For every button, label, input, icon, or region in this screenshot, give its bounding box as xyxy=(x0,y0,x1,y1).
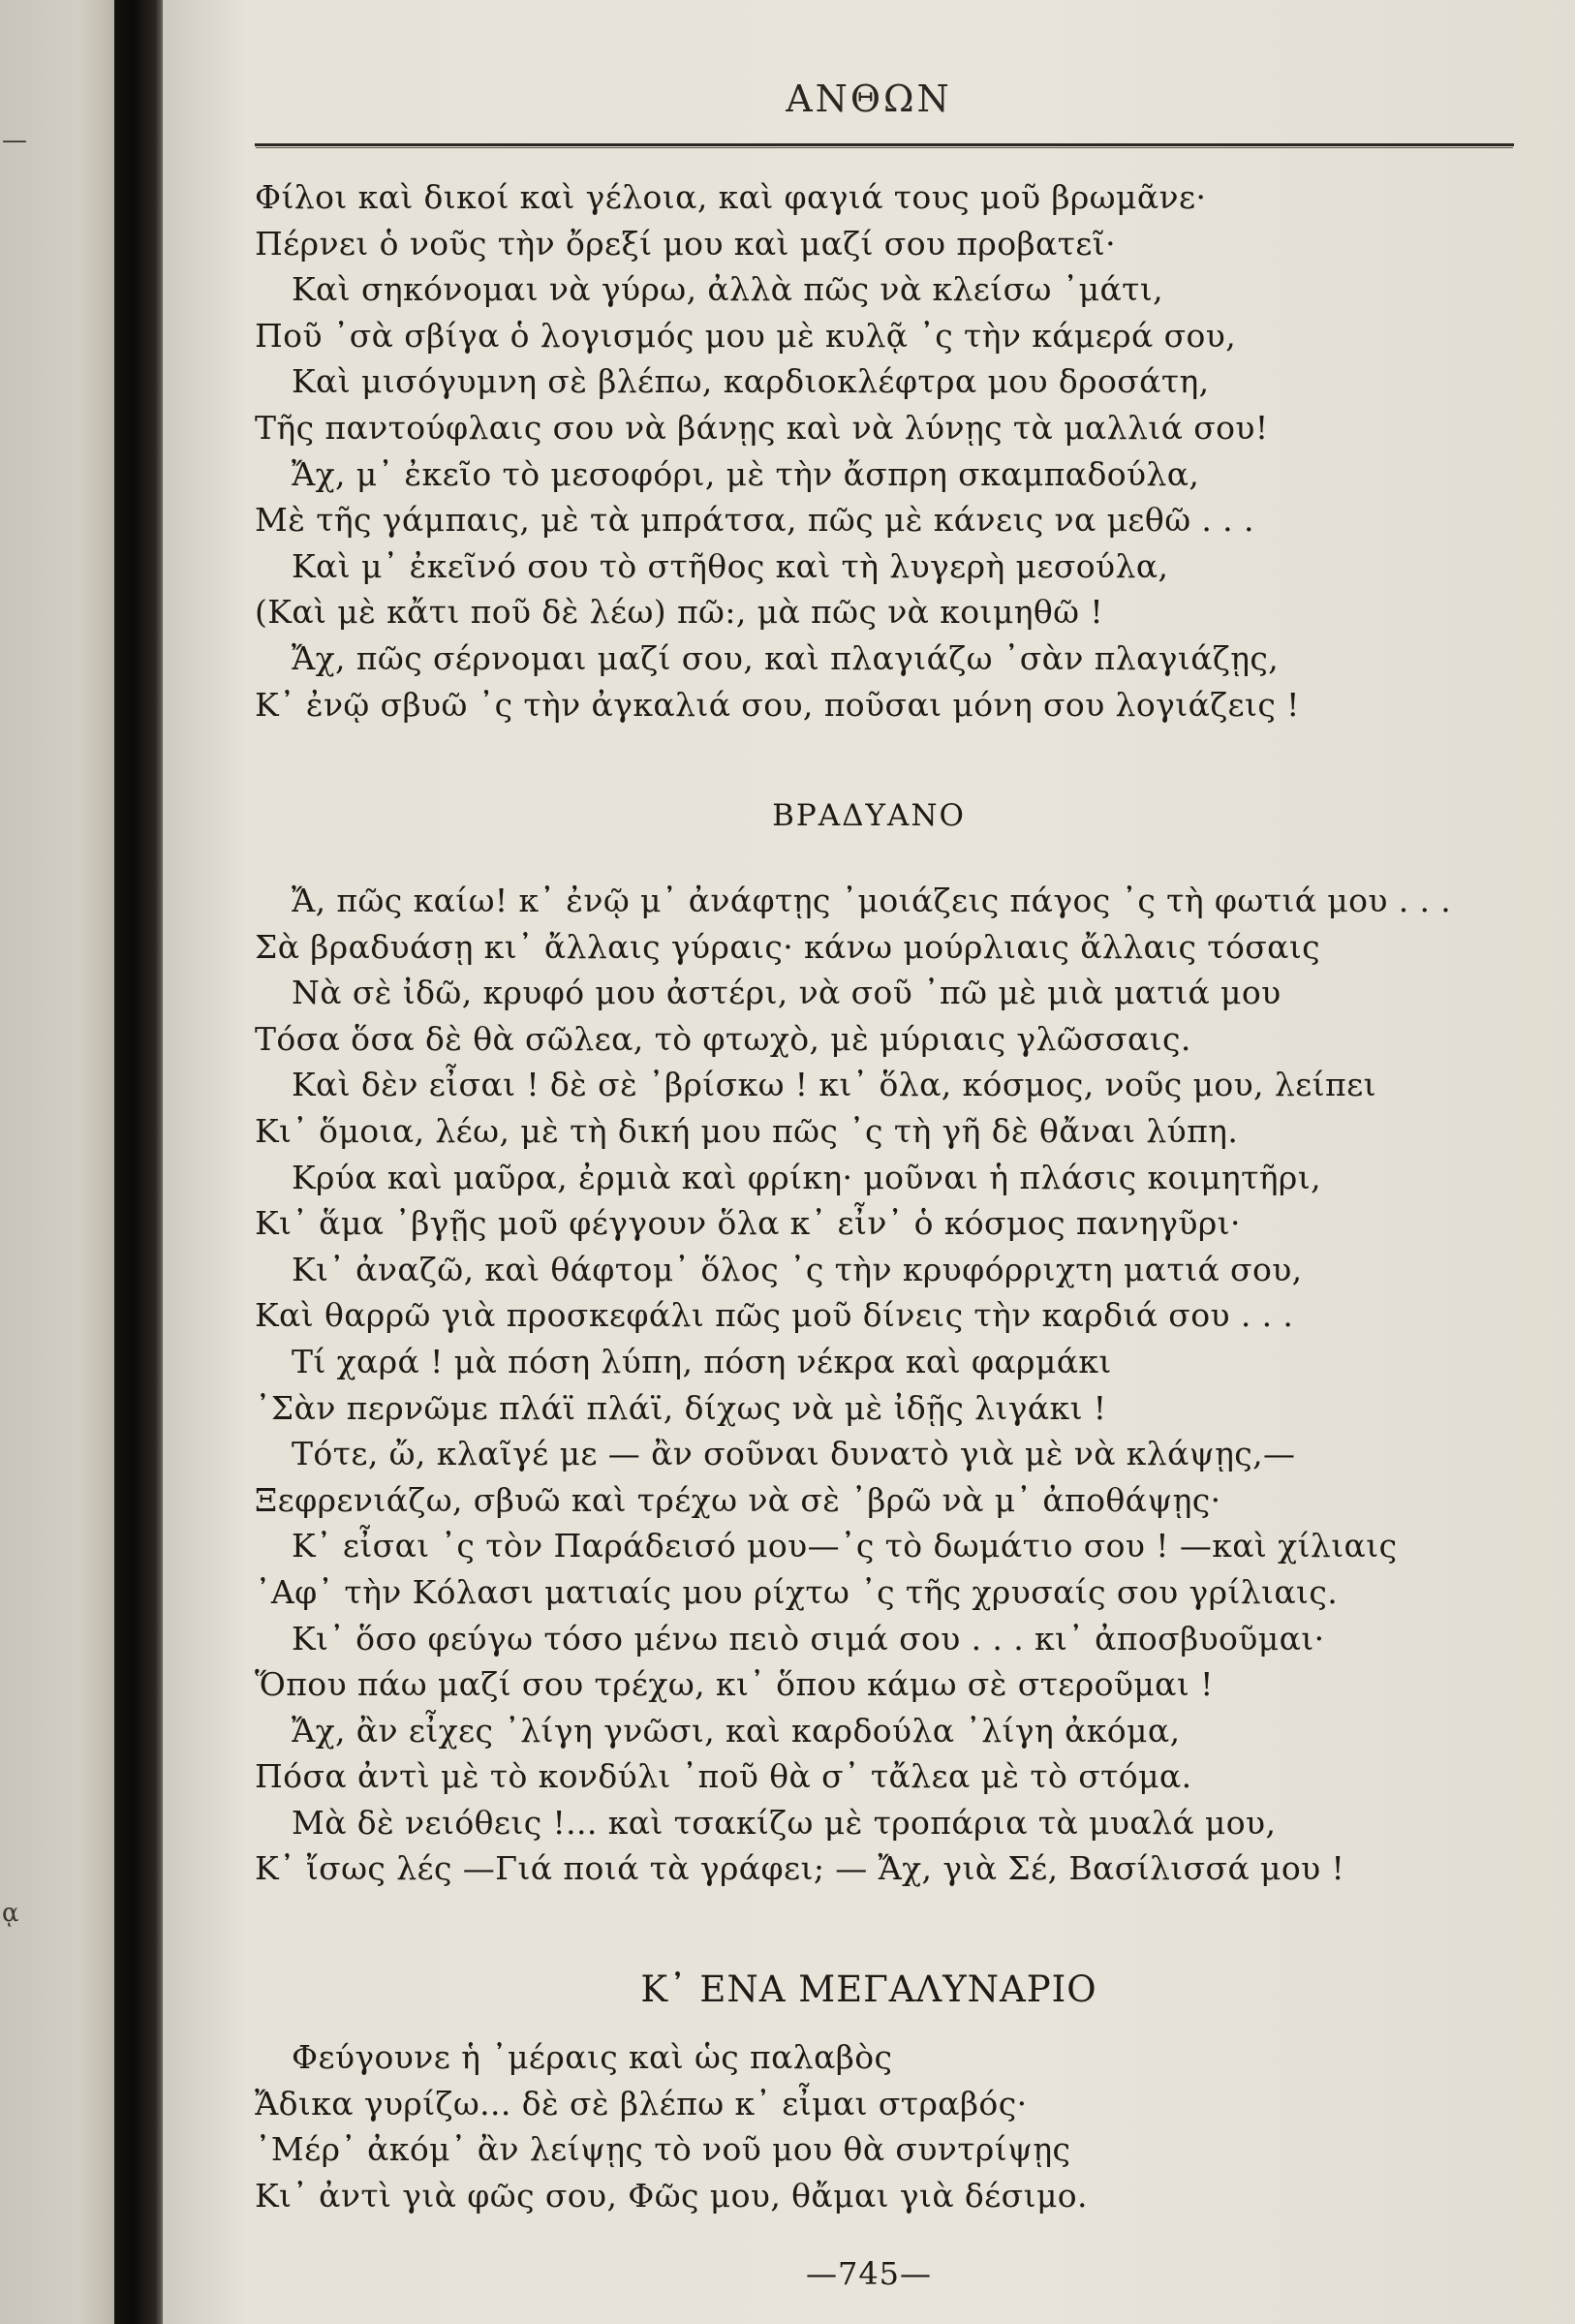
verse-line: Μὰ δὲ νειόθεις !... καὶ τσακίζω μὲ τροπάρια τὰ μυαλά μου, xyxy=(292,1803,1277,1842)
verse-line: Τί χαρά ! μὰ πόση λύπη, πόση νέκρα καὶ φαρμάκι xyxy=(292,1342,1112,1380)
verse-line: Κ᾿ ἐνῷ σβυῶ ᾿ς τὴν ἀγκαλιά σου, ποῦσαι μόνη σου λογιάζεις ! xyxy=(255,685,1300,724)
verse-line: Φίλοι καὶ δικοί καὶ γέλοια, καὶ φαγιά τους μοῦ βρωμᾶνε· xyxy=(255,178,1207,216)
verse-line: Φεύγουνε ἡ ᾿μέραις καὶ ὡς παλαβὸς xyxy=(292,2038,893,2076)
verse-line: Καὶ μ᾿ ἐκεῖνό σου τὸ στῆθος καὶ τὴ λυγερὴ μεσούλα, xyxy=(292,546,1169,585)
verse-line: (Καὶ μὲ κἄτι ποῦ δὲ λέω) πῶ:, μὰ πῶς νὰ κοιμηθῶ ! xyxy=(255,593,1104,632)
poem-stanza-1 xyxy=(255,174,1562,728)
verse-line: Ἄδικα γυρίζω... δὲ σὲ βλέπω κ᾿ εἶμαι στραβός· xyxy=(255,2084,1028,2123)
verse-line: Σὰ βραδυάσῃ κι᾿ ἄλλαις γύραις· κάνω μούρλιαις ἄλλαις τόσαις xyxy=(255,927,1321,966)
verse-line: Ἄ, πῶς καίω! κ᾿ ἐνῷ μ᾿ ἀνάφτῃς ᾿μοιάζεις πάγος ᾿ς τὴ φωτιά μου . . . xyxy=(292,882,1452,919)
poem-bradyano xyxy=(255,878,1562,1892)
margin-mark: — xyxy=(2,126,27,155)
verse-line: Καὶ δὲν εἶσαι ! δὲ σὲ ᾿βρίσκω ! κι᾿ ὅλα, κόσμος, νοῦς μου, λείπει xyxy=(292,1066,1376,1104)
verse-line: ᾿Σὰν περνῶμε πλάϊ πλάϊ, δίχως νὰ μὲ ἰδῇς λιγάκι ! xyxy=(255,1388,1107,1427)
verse-line: Νὰ σὲ ἰδῶ, κρυφό μου ἀστέρι, νὰ σοῦ ᾿πῶ μὲ μιὰ ματιά μου xyxy=(292,974,1282,1012)
verse-line: Κι᾿ ὅμοια, λέω, μὲ τὴ δική μου πῶς ᾿ς τὴ γῆ δὲ θἄναι λύπη. xyxy=(255,1111,1239,1150)
verse-line: Πέρνει ὁ νοῦς τὴν ὄρεξί μου καὶ μαζί σου προβατεῖ· xyxy=(255,224,1117,263)
poem-megalynario xyxy=(255,2034,1514,2218)
verse-line: Πόσα ἀντὶ μὲ τὸ κονδύλι ᾿ποῦ θὰ σ᾿ τἄλεα μὲ τὸ στόμα. xyxy=(255,1757,1192,1796)
verse-line: Καὶ θαρρῶ γιὰ προσκεφάλι πῶς μοῦ δίνεις τὴν καρδιά σου . . . xyxy=(255,1296,1294,1335)
verse-line: Κι᾿ ἅμα ᾿βγῇς μοῦ φέγγουν ὅλα κ᾿ εἶν᾿ ὁ κόσμος πανηγῦρι· xyxy=(255,1204,1241,1243)
header-rule xyxy=(255,143,1514,146)
verse-line: Τόσα ὅσα δὲ θὰ σῶλεα, τὸ φτωχὸ, μὲ μύριαις γλῶσσαις. xyxy=(255,1019,1191,1058)
section-heading-megalynario: Κ᾿ ΕΝΑ ΜΕΓΑΛΥΝΑΡΙΟ xyxy=(640,1968,1097,2010)
verse-line: Ἄχ, πῶς σέρνομαι μαζί σου, καὶ πλαγιάζω ᾿σὰν πλαγιάζῃς, xyxy=(292,638,1280,677)
verse-line: Καὶ σηκόνομαι νὰ γύρω, ἀλλὰ πῶς νὰ κλείσω ᾿μάτι, xyxy=(292,270,1164,309)
verse-line: Τότε, ὤ, κλαῖγέ με — ἂν σοῦναι δυνατὸ γιὰ μὲ νὰ κλάψῃς,— xyxy=(292,1435,1296,1473)
running-head: ΑΝΘΩΝ xyxy=(786,77,952,120)
left-margin-marks xyxy=(2,126,41,2160)
verse-line: Ὅπου πάω μαζί σου τρέχω, κι᾿ ὅπου κάμω σὲ στεροῦμαι ! xyxy=(255,1665,1214,1704)
section-heading-bradyano: ΒΡΑΔΥΑΝΟ xyxy=(772,798,966,833)
verse-line: Ξεφρενιάζω, σβυῶ καὶ τρέχω νὰ σὲ ᾿βρῶ νὰ μ᾿ ἀποθάψῃς· xyxy=(255,1480,1221,1519)
verse-line: Κ᾿ εἶσαι ᾿ς τὸν Παράδεισό μου—᾿ς τὸ δωμάτιο σου ! —καὶ χίλιαις xyxy=(292,1527,1398,1565)
verse-line: Κι᾿ ἀντὶ γιὰ φῶς σου, Φῶς μου, θἄμαι γιὰ δέσιμο. xyxy=(255,2176,1088,2215)
verse-line: Τῆς παντούφλαις σου νὰ βάνῃς καὶ νὰ λύνῃς τὰ μαλλιά σου! xyxy=(255,408,1269,447)
verse-line: Καὶ μισόγυμνη σὲ βλέπω, καρδιοκλέφτρα μου δροσάτη, xyxy=(292,362,1210,401)
left-margin xyxy=(0,0,114,2324)
verse-line: Κ᾿ ἴσως λές —Γιά ποιά τὰ γράφει; — Ἄχ, γιὰ Σέ, Βασίλισσά μου ! xyxy=(255,1849,1345,1888)
verse-line: ᾿Αφ᾿ τὴν Κόλασι ματιαίς μου ρίχτω ᾿ς τῆς χρυσαίς σου γρίλιαις. xyxy=(255,1572,1339,1611)
verse-line: ᾿Μέρ᾿ ἀκόμ᾿ ἂν λείψῃς τὸ νοῦ μου θὰ συντρίψῃς xyxy=(255,2130,1071,2169)
verse-line: Ἄχ, ἂν εἶχες ᾿λίγη γνῶσι, καὶ καρδούλα ᾿λίγη ἀκόμα, xyxy=(292,1711,1181,1750)
book-gutter xyxy=(114,0,163,2324)
verse-line: Ποῦ ᾿σὰ σβίγα ὁ λογισμός μου μὲ κυλᾷ ᾿ς τὴν κάμερά σου, xyxy=(255,316,1237,355)
verse-line: Κι᾿ ὅσο φεύγω τόσο μένω πειὸ σιμά σου . . . κι᾿ ἀποσβυοῦμαι· xyxy=(292,1619,1325,1658)
page xyxy=(163,0,1575,2324)
verse-line: Κι᾿ ἀναζῶ, καὶ θάφτομ᾿ ὅλος ᾿ς τὴν κρυφόρριχτη ματιά σου, xyxy=(292,1250,1303,1288)
page-number: —745— xyxy=(805,2255,933,2292)
verse-line: Ἄχ, μ᾿ ἐκεῖο τὸ μεσοφόρι, μὲ τὴν ἄσπρη σκαμπαδούλα, xyxy=(292,454,1200,493)
margin-mark: ᾳ xyxy=(2,1899,19,1928)
verse-line: Μὲ τῆς γάμπαις, μὲ τὰ μπράτσα, πῶς μὲ κάνεις να μεθῶ . . . xyxy=(255,501,1254,540)
verse-line: Κρύα καὶ μαῦρα, ἐρμιὰ καὶ φρίκη· μοῦναι ἡ πλάσις κοιμητῆρι, xyxy=(292,1158,1321,1196)
